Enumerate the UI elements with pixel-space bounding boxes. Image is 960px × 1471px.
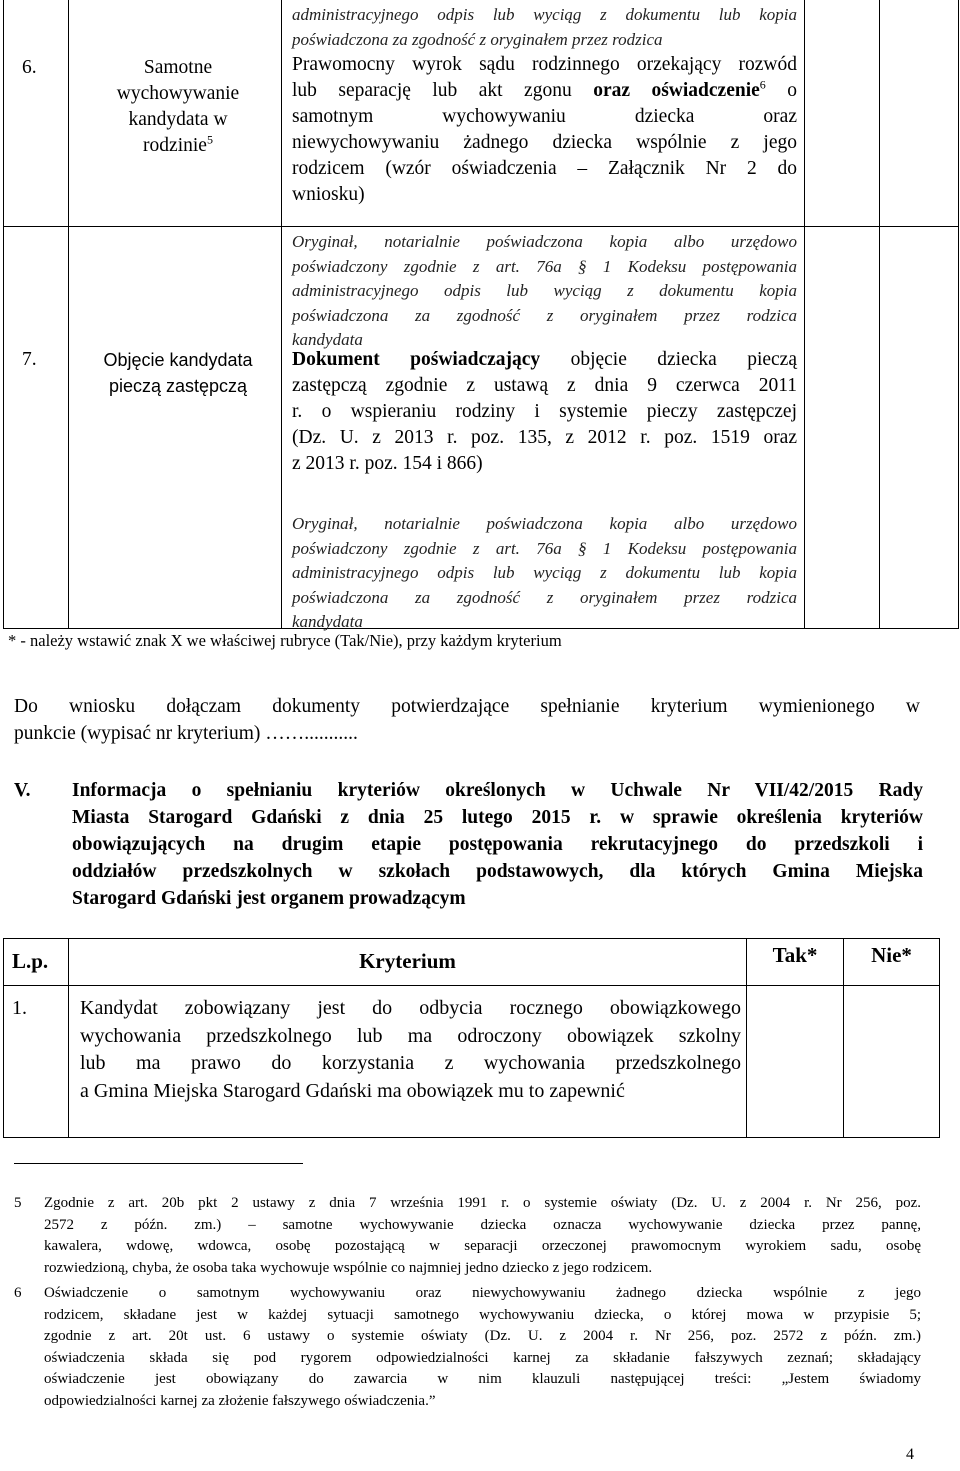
proof-description: Oryginał, notarialnie poświadczona kopia albo urzędowo poświadczony zgodnie z art. 76a § 1 Kodeksu postępowania administracyjnego odpis lub wyciąg z dokumentu lub kopia poświadczona za zgodność z oryginałem przez rodzica kandydata [292, 514, 797, 631]
no-checkbox-cell[interactable] [845, 987, 938, 1136]
row-number: 1. [12, 997, 27, 1019]
column-header-yes: Tak* [772, 943, 818, 967]
footnote-number: 6 [14, 1285, 22, 1301]
attachment-statement: Do wniosku dołączam dokumenty potwierdzające spełnianie kryterium wymienionego w punkcie (wypisać nr kryterium) ……........... [14, 696, 920, 744]
row-number: 6. [22, 57, 37, 78]
proof-description: administracyjnego odpis lub wyciąg z dokumentu lub kopia poświadczona za zgodność z oryginałem przez rodzica [292, 5, 797, 49]
criterion-text: Kandydat zobowiązany jest do odbycia rocznego obowiązkowego wychowania przedszkolnego lub ma odroczony obowiązek szkolny lub ma prawo do korzystania z wychowania przedszkolnego a Gmina Miejska Starogard Gdański ma obowiązek mu to zapewnić [80, 997, 741, 1102]
page-number: 4 [906, 1446, 914, 1463]
footnote-number: 5 [14, 1195, 22, 1211]
proof-description: Oryginał, notarialnie poświadczona kopia albo urzędowo poświadczony zgodnie z art. 76a § 1 Kodeksu postępowania administracyjnego odpis lub wyciąg z dokumentu kopia poświadczona za zgodność z oryginałem przez rodzica kandydata [292, 232, 797, 349]
footnote-text: Oświadczenie o samotnym wychowywaniu oraz niewychowywaniu żadnego dziecka wspólnie z jego rodzicem, składane jest w każdej sytuacji samotnego wychowywaniu dziecka, o której mowa w przypisie 5; zgodnie z art. 20t ust. 6 ustawy o systemie oświaty (Dz. U. z 2004 r. Nr 256, poz. 2572 z późn. zm.) oświadczenia składa się pod rygorem odpowiedzialności karnej za składanie fałszywych zeznań; składający oświadczenie jest obowiązany do zawarcia w nim klauzuli następującej treści: „Jestem świadomy odpowiedzialności karnej za złożenie fałszywego oświadczenia.” [44, 1285, 921, 1409]
table-footnote: * - należy wstawić znak X we właściwej rubryce (Tak/Nie), przy każdym kryterium [8, 631, 562, 650]
footnote-text: Zgodnie z art. 20b pkt 2 ustawy z dnia 7 września 1991 r. o systemie oświaty (Dz. U. z 2004 r. Nr 256, poz. 2572 z późn. zm.) – samotne wychowywanie dziecka oznacza wychowywanie dziecka przez pannę, kawalera, wdowę, wdowca, osobę pozostającą w separacji orzeczonej prawomocnym wyrokiem sadu, osobę rozwiedzioną, chyba, że osoba taka wychowuje wspólnie co najmniej jedno dziecko z jego rodzicem. [44, 1195, 921, 1276]
footnote-separator [14, 1163, 303, 1164]
column-header-no: Nie* [871, 943, 912, 967]
section-number: V. [14, 780, 31, 801]
column-header-criterion: Kryterium [359, 949, 456, 973]
required-document: Dokument poświadczający objęcie dziecka pieczą zastępczą zgodnie z ustawą z dnia 9 czerwca 2011 r. o wspieraniu rodziny i systemie pieczy zastępczej (Dz. U. z 2013 r. poz. 135, z 2012 r. poz. 1519 oraz z 2013 r. poz. 154 i 866) [292, 349, 797, 474]
section-title: Informacja o spełnianiu kryteriów określonych w Uchwale Nr VII/42/2015 Rady Miasta Starogard Gdański z dnia 25 lutego 2015 r. w sprawie określenia kryteriów obowiązujących na drugim etapie postępowania rekrutacyjnego do przedszkoli i oddziałów przedszkolnych w szkołach podstawowych, dla których Gmina Miejska Starogard Gdański jest organem prowadzącym [72, 780, 923, 909]
criterion-name: Samotne wychowywanie kandydata w rodzinie$^5$ [116, 57, 240, 156]
required-document: Prawomocny wyrok sądu rodzinnego orzekający rozwód lub separację lub akt zgonu oraz oświadczenie$^6$ o samotnym wychowywaniu dziecka oraz niewychowywaniu żadnego dziecka wspólnie z jego rodzicem (wzór oświadczenia – Załącznik Nr 2 do wniosku) [292, 54, 797, 205]
yes-checkbox-cell[interactable] [748, 987, 842, 1136]
column-header-lp: L.p. [12, 949, 49, 973]
row-number: 7. [22, 349, 37, 370]
criterion-name: Objęcie kandydata pieczą zastępczą [103, 350, 253, 396]
